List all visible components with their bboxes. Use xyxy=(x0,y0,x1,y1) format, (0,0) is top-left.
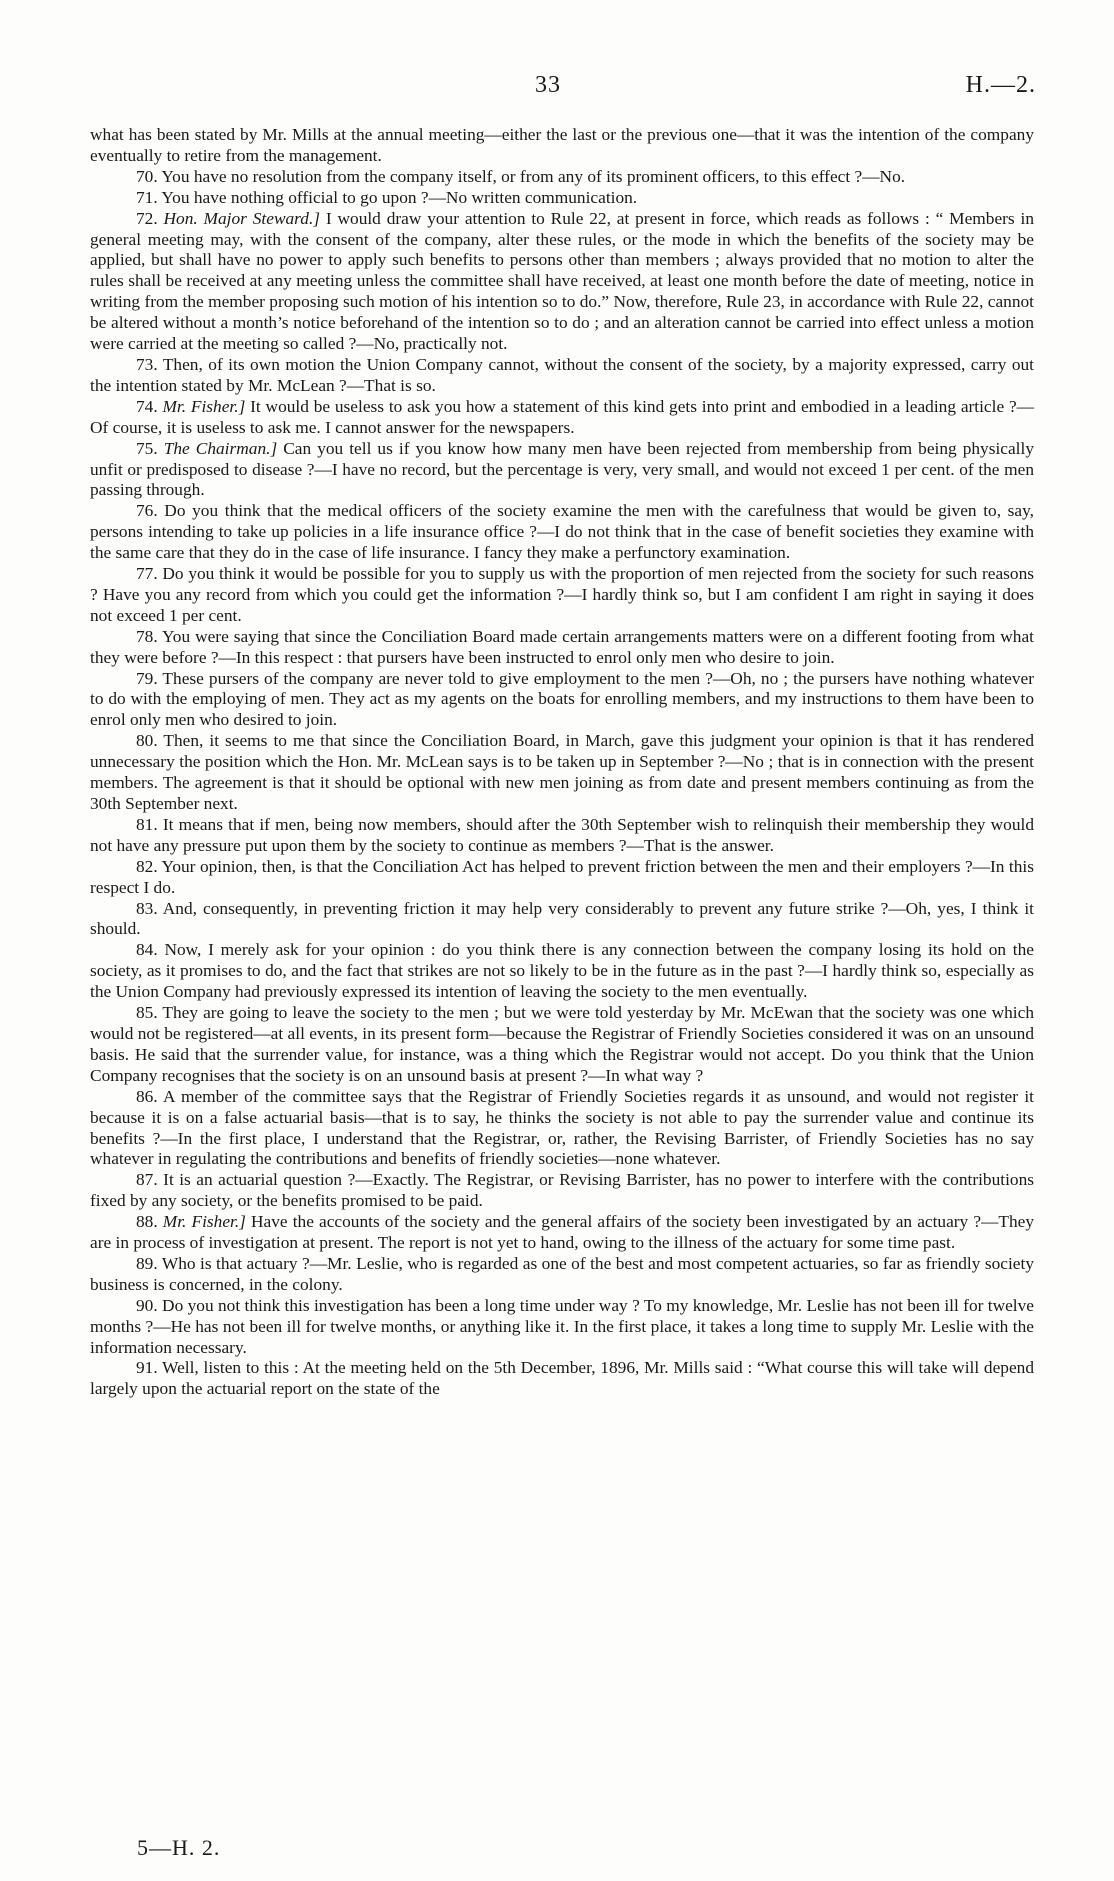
paragraph-72 xyxy=(90,209,1034,355)
paragraph-74 xyxy=(90,397,1034,439)
paragraph-body: It would be useless to ask you how a statement of this kind gets into print and embodied in a leading article ?—Of course, it is useless to ask me. I cannot answer for the newspapers. xyxy=(90,396,1034,437)
paragraph-90: 90. Do you not think this investigation has been a long time under way ? To my knowledge, Mr. Leslie has not been ill for twelve months ?—He has not been ill for twelve months, or anything like it. In the first place, it takes a long time to supply Mr. Leslie with the information necessary. xyxy=(90,1295,1034,1357)
paragraph-76: 76. Do you think that the medical officers of the society examine the men with the carefulness that would be given to, say, persons intending to take up policies in a life insurance office ?—I do not think that in the case of benefit societies they examine with the same care that they do in the case of life insurance. I fancy they make a perfunctory examination. xyxy=(90,501,1034,563)
paragraph-85: 85. They are going to leave the society to the men ; but we were told yesterday by Mr. McEwan that the society was one which would not be registered—at all events, in its present form—because the Registrar of Friendly Societies considered it was on an unsound basis. He said that the surrender value, for instance, was a thing which the Registrar would not accept. Do you think that the Union Company recognises that the society is on an unsound basis at present ?—In what way ? xyxy=(90,1003,1034,1085)
body-text xyxy=(90,125,1034,1400)
paragraph-87: 87. It is an actuarial question ?—Exactly. The Registrar, or Revising Barrister, has no power to interfere with the contributions fixed by any society, or the benefits promised to be paid. xyxy=(90,1170,1034,1211)
paragraph-number: 72. xyxy=(136,208,164,228)
speaker-label: Hon. Major Steward.] xyxy=(163,208,321,228)
page-number: 33 xyxy=(535,72,561,98)
paragraph-73: 73. Then, of its own motion the Union Company cannot, without the consent of the society, by a majority expressed, carry out the intention stated by Mr. McLean ?—That is so. xyxy=(90,354,1034,395)
continuation-paragraph: what has been stated by Mr. Mills at the annual meeting—either the last or the previous one—that it was the intention of the company eventually to retire from the management. xyxy=(90,125,1034,165)
paragraph-number: 75. xyxy=(136,438,164,458)
paragraph-83: 83. And, consequently, in preventing friction it may help very considerably to prevent any future strike ?—Oh, yes, I think it should. xyxy=(90,898,1034,939)
paragraph-81: 81. It means that if men, being now members, should after the 30th September wish to relinquish their membership they would not have any pressure put upon them by the society to continue as members ?—That is the answer. xyxy=(90,814,1034,855)
sheet-signature: 5—H. 2. xyxy=(137,1835,221,1860)
paragraph-84: 84. Now, I merely ask for your opinion : do you think there is any connection between the company losing its hold on the society, as it promises to do, and the fact that strikes are not so likely to be in the future as in the past ?—I hardly think so, especially as the Union Company had previously expressed its intention of leaving the society to the men eventually. xyxy=(90,940,1034,1002)
paragraph-79: 79. These pursers of the company are never told to give employment to the men ?—Oh, no ; the pursers have nothing whatever to do with the employing of men. They act as my agents on the boats for enrolling members, and my instructions to them have been to enrol only men who desired to join. xyxy=(90,668,1034,730)
paragraph-number: 74. xyxy=(136,396,163,416)
paragraph-88 xyxy=(90,1212,1034,1254)
document-reference: H.—2. xyxy=(965,72,1036,98)
speaker-label: The Chairman.] xyxy=(163,438,278,458)
paragraph-77: 77. Do you think it would be possible for you to supply us with the proportion of men rejected from the society for such reasons ? Have you any record from which you could get the information ?—I hardly think so, but I am confident I am right in saying it does not exceed 1 per cent. xyxy=(90,564,1034,625)
paragraph-86: 86. A member of the committee says that the Registrar of Friendly Societies regards it as unsound, and would not register it because it is on a false actuarial basis—that is to say, he thinks the society is not able to pay the surrender value and continue its benefits ?—In the first place, I understand that the Registrar, or, rather, the Revising Barrister, of Friendly Societies has no say whatever in regulating the contributions and benefits of friendly societies—none whatever. xyxy=(90,1086,1034,1169)
paragraph-71: 71. You have nothing official to go upon ?—No written communication. xyxy=(136,187,638,207)
speaker-label: Mr. Fisher.] xyxy=(162,1212,246,1232)
speaker-label: Mr. Fisher.] xyxy=(162,396,246,416)
paragraph-body: Have the accounts of the society and the general affairs of the society been investigated by an actuary ?—They are in process of investigation at present. The report is not yet to hand, owing to the illness of the actuary for some time past. xyxy=(90,1212,1035,1253)
paragraph-body: Can you tell us if you know how many men have been rejected from membership from being physically unfit or predisposed to disease ?—I have no record, but the percentage is very, very small, and would not exceed 1 per cent. of the men passing through. xyxy=(90,438,1034,500)
paragraph-91: 91. Well, listen to this : At the meeting held on the 5th December, 1896, Mr. Mills said : “What course this will take will depend largely upon the actuarial report on the state of the xyxy=(90,1358,1034,1399)
paragraph-78: 78. You were saying that since the Conciliation Board made certain arrangements matters were on a different footing from what they were before ?—In this respect : that pursers have been instructed to enrol only men who desire to join. xyxy=(90,626,1034,667)
paragraph-89: 89. Who is that actuary ?—Mr. Leslie, who is regarded as one of the best and most competent actuaries, so far as friendly society business is concerned, in the colony. xyxy=(90,1253,1034,1294)
paragraph-body: I would draw your attention to Rule 22, at present in force, which reads as follows : “ Members in general meeting may, with the consent of the company, alter these rules, or the mode in which the benefits of the society may be applied, but shall have no power to apply such benefits to persons other than members ; always provided that no motion to alter the rules shall be received at any meeting unless the committee shall have received, at least one month before the date of meeting, notice in writing from the member proposing such motion of his intention so to do.” Now, therefore, Rule 23, in accordance with Rule 22, cannot be altered without a month’s notice beforehand of the intention so to do ; and an alteration cannot be carried into effect unless a motion were carried at the meeting so called ?—No, practically not. xyxy=(90,208,1034,354)
paragraph-number: 88. xyxy=(136,1212,163,1232)
paragraph-75 xyxy=(90,439,1034,502)
paragraph-82: 82. Your opinion, then, is that the Conciliation Act has helped to prevent friction between the men and their employers ?—In this respect I do. xyxy=(90,856,1034,897)
paragraph-80: 80. Then, it seems to me that since the Conciliation Board, in March, gave this judgment your opinion is that it has rendered unnecessary the position which the Hon. Mr. McLean says is to be taken up in September ?—No ; that is in connection with the present members. The agreement is that it should be optional with new men joining as from date and present members continuing as from the 30th September next. xyxy=(90,731,1034,813)
paragraph-70: 70. You have no resolution from the company itself, or from any of its prominent officers, to this effect ?—No. xyxy=(136,166,906,186)
